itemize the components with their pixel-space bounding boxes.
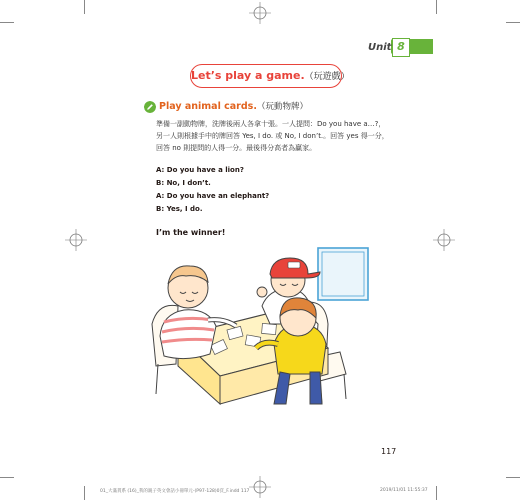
registration-mark-icon: [249, 2, 271, 24]
crop-mark: [436, 486, 437, 500]
pencil-icon: [144, 101, 156, 113]
section-heading: [159, 100, 308, 112]
section-heading-en: Play animal cards.: [159, 101, 257, 112]
print-footer-file: 01_大滿貫系 (16)_我的親子英文會話小冊單元-(P97-128)0頁_F.indd 117: [100, 489, 250, 494]
section-heading-zh: （玩動物牌）: [256, 102, 308, 112]
crop-mark: [0, 22, 14, 23]
dialogue-line: A: Do you have a lion?: [156, 166, 244, 174]
page-title: [190, 64, 350, 88]
dialogue-line: B: Yes, I do.: [156, 205, 203, 213]
registration-mark-icon: [65, 229, 87, 251]
crop-mark: [0, 477, 14, 478]
winner-caption: I’m the winner!: [156, 228, 226, 237]
page-number: 117: [381, 447, 397, 456]
unit-label: Unit: [368, 42, 392, 53]
card: [262, 323, 277, 334]
dialogue-line: B: No, I don’t.: [156, 179, 211, 187]
window: [318, 248, 368, 300]
crop-mark: [506, 22, 520, 23]
dialogue-line: A: Do you have an elephant?: [156, 192, 270, 200]
registration-mark-icon: [249, 476, 271, 498]
crop-mark: [436, 0, 437, 14]
crop-mark: [84, 0, 85, 14]
crop-mark: [84, 486, 85, 500]
unit-number: 8: [392, 38, 410, 57]
page-title-zh: （玩遊戲）: [304, 72, 350, 82]
kids-playing-cards-illustration: [150, 244, 390, 414]
crop-mark: [506, 477, 520, 478]
registration-mark-icon: [433, 229, 455, 251]
instruction-line: 準備一副動物牌，洗牌後兩人各拿十張。一人提問：Do you have a…?，: [156, 120, 386, 128]
instruction-line: 回答 no 則提問的人得一分。最後得分高者為贏家。: [156, 144, 317, 152]
instruction-line: 另一人則根據手中的牌回答 Yes, I do. 或 No, I don’t.。回答 yes 得一分，: [156, 132, 389, 140]
page-title-en: Let’s play a game.: [191, 69, 305, 82]
print-footer-timestamp: 2019/11/01 11:55:37: [380, 488, 428, 493]
